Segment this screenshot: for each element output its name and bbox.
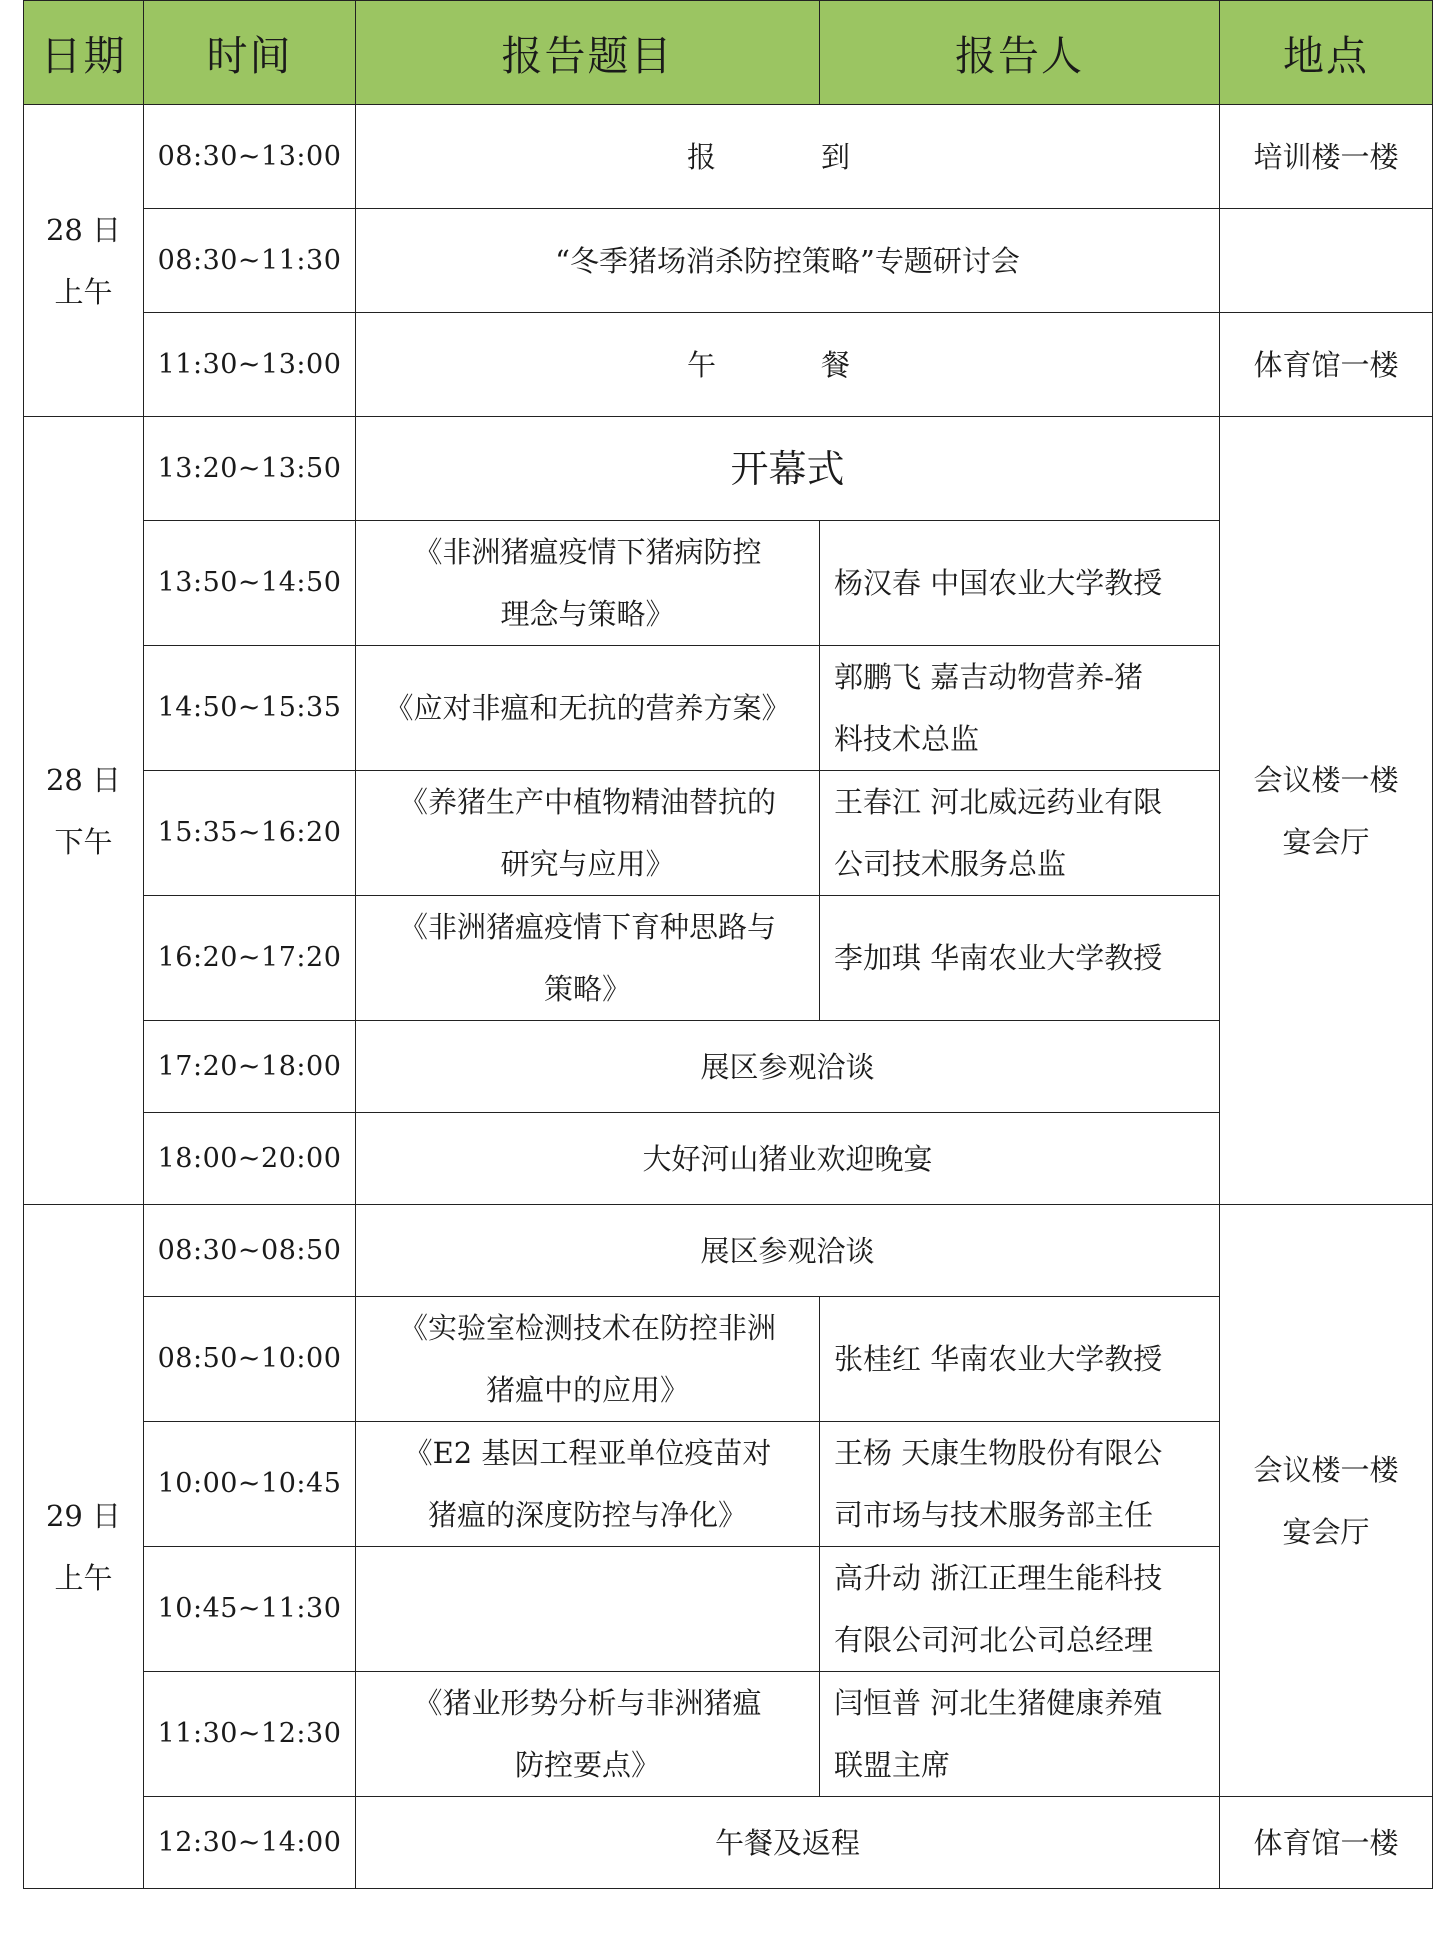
topic-line: 理念与策略》	[500, 597, 675, 631]
topic-cell: 午餐及返程	[356, 1797, 1220, 1889]
topic-line: 策略》	[543, 972, 631, 1006]
speaker-line: 郭鹏飞 嘉吉动物营养-猪	[834, 660, 1144, 694]
speaker-line: 李加琪 华南农业大学教授	[834, 941, 1163, 975]
header-row	[24, 1, 1433, 105]
topic-cell	[356, 646, 820, 771]
time-cell: 16:20~17:20	[144, 896, 356, 1021]
time-cell: 08:30~11:30	[144, 209, 356, 313]
time-cell: 10:45~11:30	[144, 1547, 356, 1672]
topic-line: 猪瘟的深度防控与净化》	[427, 1498, 747, 1532]
speaker-cell	[820, 1547, 1220, 1672]
speaker-line: 高升动 浙江正理生能科技	[834, 1561, 1163, 1595]
time-cell: 11:30~12:30	[144, 1672, 356, 1797]
day-label: 28 日	[45, 762, 122, 797]
time-cell: 08:30~13:00	[144, 105, 356, 209]
location-cell	[1220, 417, 1433, 1205]
speaker-line: 联盟主席	[834, 1748, 951, 1782]
period-label: 上午	[54, 1560, 113, 1595]
speaker-line: 公司技术服务总监	[834, 847, 1067, 881]
header-time: 时间	[144, 1, 356, 105]
time-cell: 08:30~08:50	[144, 1205, 356, 1297]
topic-line: 《非洲猪瘟疫情下育种思路与	[398, 910, 776, 944]
topic-cell	[356, 1422, 820, 1547]
time-cell: 10:00~10:45	[144, 1422, 356, 1547]
topic-cell	[356, 771, 820, 896]
time-cell: 13:20~13:50	[144, 417, 356, 521]
header-speaker: 报告人	[820, 1, 1220, 105]
topic-cell: 展区参观洽谈	[356, 1021, 1220, 1113]
speaker-cell	[820, 1297, 1220, 1422]
table-row	[24, 1205, 1433, 1297]
topic-line: 《非洲猪瘟疫情下猪病防控	[413, 535, 762, 569]
speaker-cell	[820, 646, 1220, 771]
header-topic: 报告题目	[356, 1, 820, 105]
schedule-table	[23, 0, 1433, 1889]
header-location: 地点	[1220, 1, 1433, 105]
time-cell: 12:30~14:00	[144, 1797, 356, 1889]
speaker-line: 杨汉春 中国农业大学教授	[834, 566, 1163, 600]
topic-cell: 大好河山猪业欢迎晚宴	[356, 1113, 1220, 1205]
day-label: 28 日	[45, 212, 122, 247]
table-row	[24, 105, 1433, 209]
location-cell: 体育馆一楼	[1220, 1797, 1433, 1889]
topic-line: 《E2 基因工程亚单位疫苗对	[403, 1436, 772, 1470]
topic-cell: “冬季猪场消杀防控策略”专题研讨会	[356, 209, 1220, 313]
location-cell	[1220, 1205, 1433, 1797]
topic-cell: 展区参观洽谈	[356, 1205, 1220, 1297]
speaker-cell	[820, 1422, 1220, 1547]
topic-line: 《养猪生产中植物精油替抗的	[398, 785, 776, 819]
speaker-line: 王杨 天康生物股份有限公	[834, 1436, 1163, 1470]
speaker-cell	[820, 1672, 1220, 1797]
topic-cell: 午 餐	[356, 313, 1220, 417]
location-cell	[1220, 209, 1433, 313]
topic-line: 研究与应用》	[500, 847, 675, 881]
location-line: 会议楼一楼	[1253, 762, 1399, 797]
location-line: 宴会厅	[1282, 824, 1370, 859]
period-label: 下午	[54, 824, 113, 859]
topic-line: 《猪业形势分析与非洲猪瘟	[413, 1686, 762, 1720]
day-28-am-cell	[24, 105, 144, 417]
day-label: 29 日	[45, 1498, 122, 1533]
speaker-line: 闫恒普 河北生猪健康养殖	[834, 1686, 1163, 1720]
location-cell: 体育馆一楼	[1220, 313, 1433, 417]
topic-line: 猪瘟中的应用》	[485, 1373, 689, 1407]
time-cell: 11:30~13:00	[144, 313, 356, 417]
speaker-cell	[820, 771, 1220, 896]
topic-line: 《实验室检测技术在防控非洲	[398, 1311, 776, 1345]
location-cell: 培训楼一楼	[1220, 105, 1433, 209]
header-date: 日期	[24, 1, 144, 105]
time-cell: 15:35~16:20	[144, 771, 356, 896]
day-29-am-cell	[24, 1205, 144, 1889]
table-row	[24, 313, 1433, 417]
time-cell: 14:50~15:35	[144, 646, 356, 771]
topic-cell	[356, 1672, 820, 1797]
table-row	[24, 209, 1433, 313]
table-row	[24, 417, 1433, 521]
time-cell: 17:20~18:00	[144, 1021, 356, 1113]
speaker-line: 有限公司河北公司总经理	[834, 1623, 1154, 1657]
day-28-pm-cell	[24, 417, 144, 1205]
time-cell: 13:50~14:50	[144, 521, 356, 646]
speaker-cell	[820, 896, 1220, 1021]
topic-line: 《应对非瘟和无抗的营养方案》	[384, 691, 791, 725]
location-line: 会议楼一楼	[1253, 1452, 1399, 1487]
speaker-cell	[820, 521, 1220, 646]
speaker-line: 王春江 河北威远药业有限	[834, 785, 1163, 819]
topic-cell	[356, 1547, 820, 1672]
topic-cell	[356, 1297, 820, 1422]
topic-cell	[356, 521, 820, 646]
topic-cell: 开幕式	[356, 417, 1220, 521]
speaker-line: 料技术总监	[834, 722, 980, 756]
time-cell: 18:00~20:00	[144, 1113, 356, 1205]
speaker-line: 司市场与技术服务部主任	[834, 1498, 1154, 1532]
location-line: 宴会厅	[1282, 1514, 1370, 1549]
topic-cell	[356, 896, 820, 1021]
speaker-line: 张桂红 华南农业大学教授	[834, 1342, 1163, 1376]
table-row	[24, 1797, 1433, 1889]
time-cell: 08:50~10:00	[144, 1297, 356, 1422]
period-label: 上午	[54, 274, 113, 309]
topic-line: 防控要点》	[514, 1748, 660, 1782]
topic-cell: 报 到	[356, 105, 1220, 209]
